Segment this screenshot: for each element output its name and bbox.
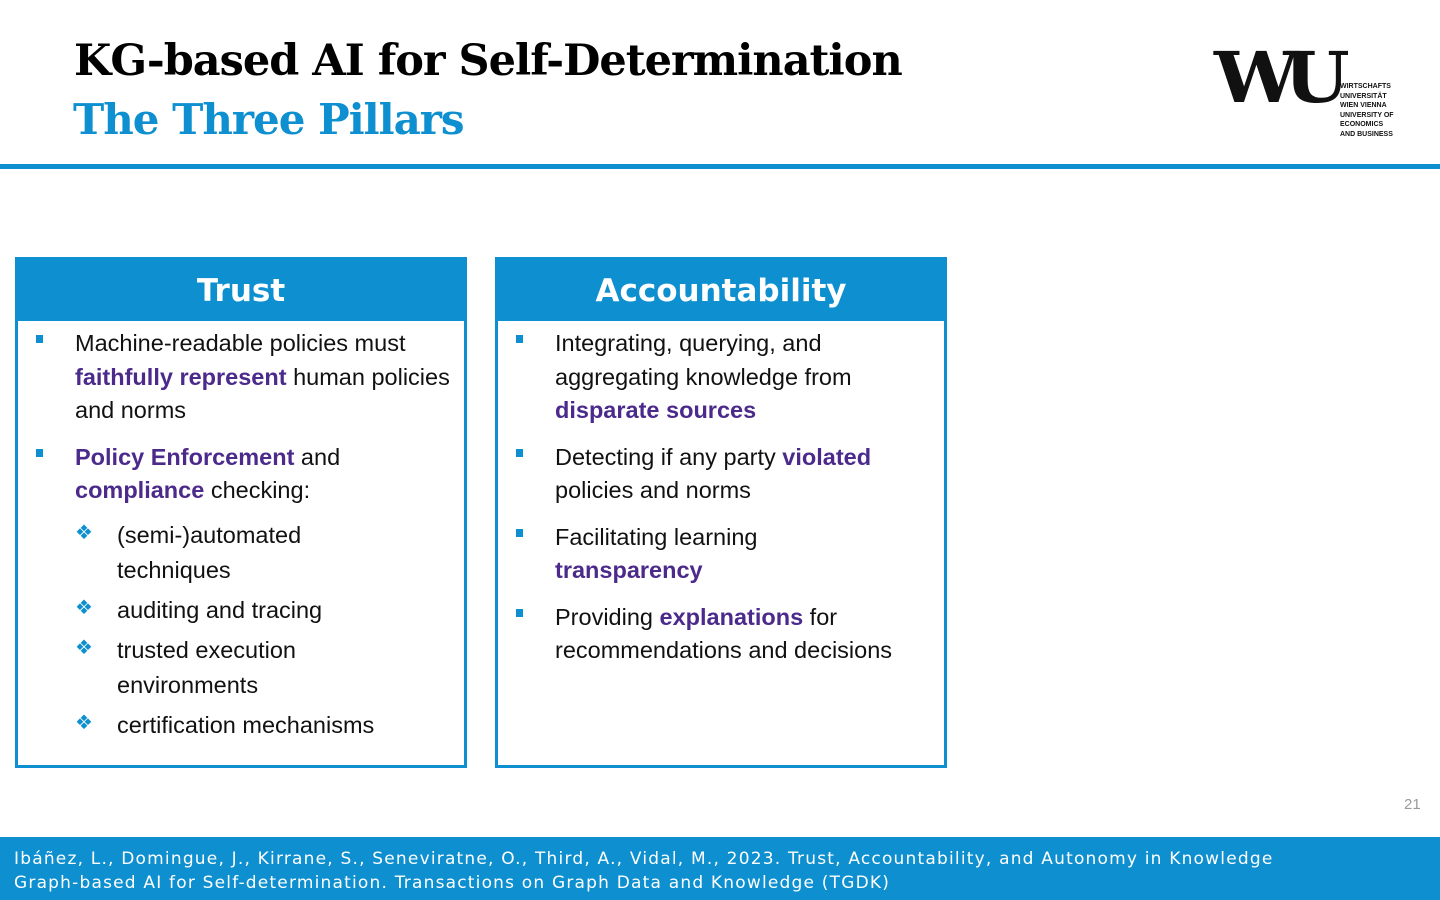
item-text — [555, 441, 934, 508]
square-bullet-icon — [511, 441, 555, 474]
text-run: human policies and norms — [75, 363, 450, 423]
square-bullet-icon — [511, 327, 555, 360]
trust-body — [18, 321, 464, 743]
list-item — [511, 441, 934, 508]
trust-panel — [15, 257, 467, 768]
list-item — [511, 521, 934, 588]
page-number: 21 — [1404, 796, 1421, 813]
text-run: Providing — [555, 603, 660, 630]
slide-subtitle: The Three Pillars — [73, 95, 464, 144]
diamond-bullet-icon: ❖ — [75, 596, 93, 619]
highlight-text: faithfully represent — [75, 363, 287, 390]
citation-line: Ibáñez, L., Domingue, J., Kirrane, S., Seneviratne, O., Third, A., Vidal, M., 2023. Trust, Accountability, and Autonomy in Knowledge — [14, 849, 1274, 869]
logo-line: UNIVERSITY OF — [1340, 111, 1394, 119]
text-run: Machine-readable policies must — [75, 330, 406, 356]
logo-line: WIEN VIENNA — [1340, 102, 1387, 109]
sub-list-item — [75, 518, 454, 588]
sub-list — [31, 518, 454, 743]
citation-line: Graph-based AI for Self-determination. Transactions on Graph Data and Knowledge (TGDK) — [14, 873, 891, 893]
accountability-body — [498, 321, 944, 668]
citation-footer — [0, 837, 1440, 900]
accountability-heading: Accountability — [498, 260, 944, 321]
text-run: checking: — [204, 477, 311, 503]
sub-list-item — [75, 633, 454, 703]
text-run: Detecting if any party — [555, 443, 783, 470]
highlight-text: violated — [782, 443, 872, 470]
sub-list-item — [75, 593, 454, 628]
diamond-bullet-icon: ❖ — [75, 636, 93, 659]
list-item — [31, 327, 454, 428]
highlight-text: Policy Enforcement — [75, 443, 295, 470]
list-item — [511, 327, 934, 428]
logo-line: WIRTSCHAFTS — [1340, 83, 1391, 90]
item-text — [555, 521, 815, 588]
square-bullet-icon — [31, 441, 75, 474]
list-item — [31, 441, 454, 508]
square-bullet-icon — [511, 601, 555, 634]
wu-logo — [1214, 36, 1404, 146]
item-text — [75, 327, 454, 428]
sub-item-text: (semi-)automated techniques — [117, 521, 302, 583]
text-run: policies and norms — [555, 477, 751, 503]
diamond-bullet-icon: ❖ — [75, 711, 93, 734]
text-run: Integrating, querying, and aggregating knowledge from — [555, 330, 852, 390]
header-divider — [0, 164, 1440, 169]
text-run: Facilitating learning — [555, 523, 758, 550]
text-run: for recommendations and decisions — [555, 603, 893, 663]
highlight-text: explanations — [659, 603, 804, 630]
item-text — [75, 441, 454, 508]
text-run: and — [294, 443, 341, 470]
highlight-text: disparate sources — [555, 397, 757, 423]
logo-text — [1340, 82, 1394, 139]
square-bullet-icon — [31, 327, 75, 360]
logo-mark: WU — [1214, 36, 1335, 119]
highlight-text: compliance — [75, 477, 205, 503]
sub-item-text: certification mechanisms — [117, 711, 375, 738]
highlight-text: transparency — [555, 557, 703, 583]
item-text — [555, 327, 934, 428]
sub-list-item — [75, 708, 454, 743]
sub-item-text: auditing and tracing — [117, 596, 323, 623]
logo-line: AND BUSINESS — [1340, 130, 1393, 138]
diamond-bullet-icon: ❖ — [75, 521, 93, 544]
trust-heading: Trust — [18, 260, 464, 321]
accountability-panel — [495, 257, 947, 768]
sub-item-text: trusted execution environments — [117, 636, 296, 698]
square-bullet-icon — [511, 521, 555, 554]
logo-line: UNIVERSITÄT — [1340, 92, 1387, 100]
logo-line: ECONOMICS — [1340, 121, 1384, 128]
item-text — [555, 601, 934, 668]
slide-title: KG-based AI for Self-Determination — [74, 36, 902, 86]
list-item — [511, 601, 934, 668]
